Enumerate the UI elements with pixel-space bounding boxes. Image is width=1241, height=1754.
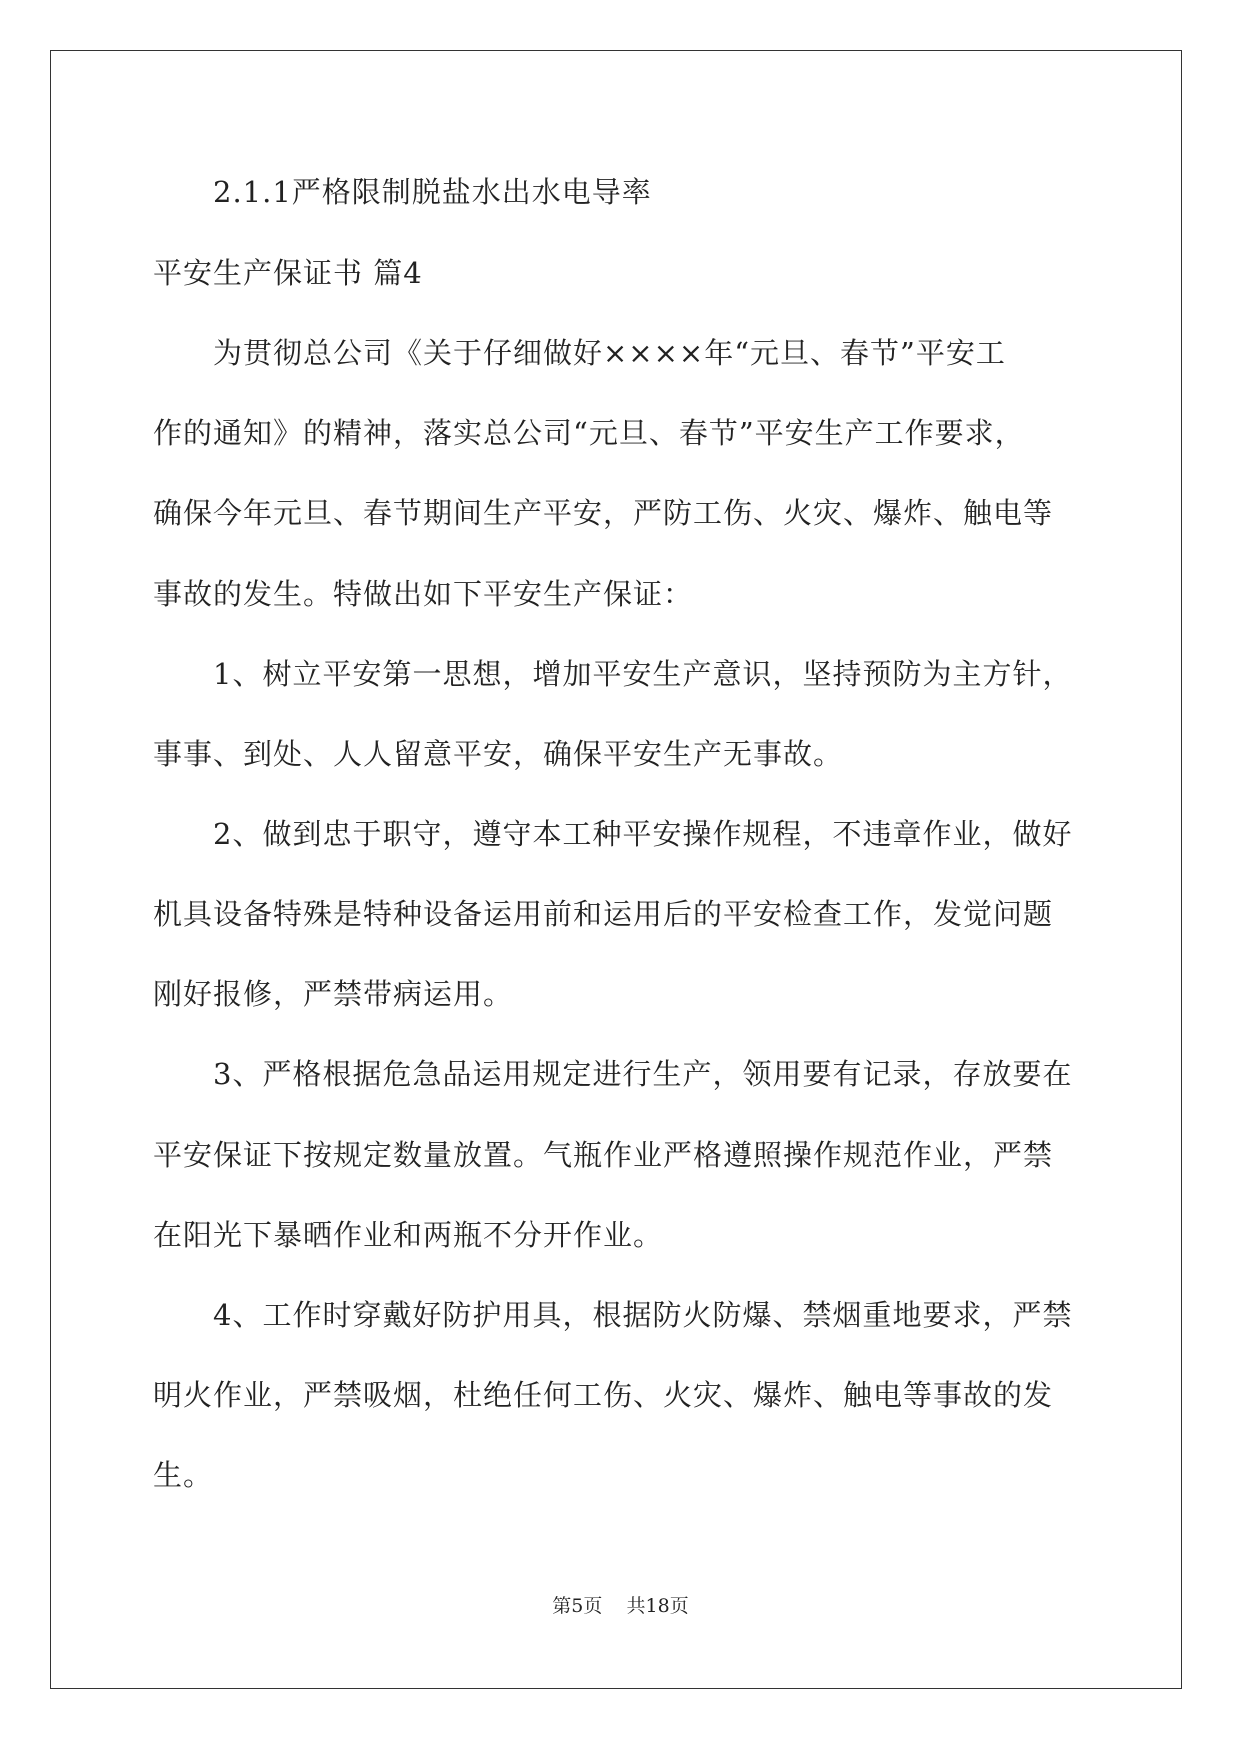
paragraph-line: 作的通知》的精神，落实总公司“元旦、春节”平安生产工作要求， — [153, 416, 1025, 450]
paragraph-line: 生。 — [153, 1458, 214, 1492]
paragraph-line: 在阳光下暴晒作业和两瓶不分开作业。 — [153, 1218, 664, 1252]
page-border — [50, 50, 1182, 1689]
total-pages: 共18页 — [626, 1595, 689, 1617]
document-title: 平安生产保证书 篇4 — [153, 256, 423, 290]
paragraph-line: 事事、到处、人人留意平安，确保平安生产无事故。 — [153, 737, 844, 771]
section-heading: 2.1.1严格限制脱盐水出水电导率 — [213, 175, 652, 209]
paragraph-line: 4、工作时穿戴好防护用具，根据防火防爆、禁烟重地要求，严禁 — [213, 1298, 1073, 1332]
paragraph-line: 明火作业，严禁吸烟，杜绝任何工伤、火灾、爆炸、触电等事故的发 — [153, 1378, 1054, 1412]
paragraph-line: 确保今年元旦、春节期间生产平安，严防工伤、火灾、爆炸、触电等 — [153, 496, 1054, 530]
paragraph-line: 2、做到忠于职守，遵守本工种平安操作规程，不违章作业，做好 — [213, 817, 1073, 851]
paragraph-line: 3、严格根据危急品运用规定进行生产，领用要有记录，存放要在 — [213, 1057, 1073, 1091]
paragraph-line: 1、树立平安第一思想，增加平安生产意识，坚持预防为主方针， — [213, 657, 1073, 691]
paragraph-line: 为贯彻总公司《关于仔细做好××××年“元旦、春节”平安工 — [213, 336, 1006, 370]
page-number: 第5页 — [552, 1595, 603, 1617]
paragraph-line: 事故的发生。特做出如下平安生产保证： — [153, 577, 694, 611]
paragraph-line: 刚好报修，严禁带病运用。 — [153, 977, 514, 1011]
page-footer — [0, 1594, 1241, 1618]
paragraph-line: 机具设备特殊是特种设备运用前和运用后的平安检查工作，发觉问题 — [153, 897, 1054, 931]
paragraph-line: 平安保证下按规定数量放置。气瓶作业严格遵照操作规范作业，严禁 — [153, 1138, 1054, 1172]
